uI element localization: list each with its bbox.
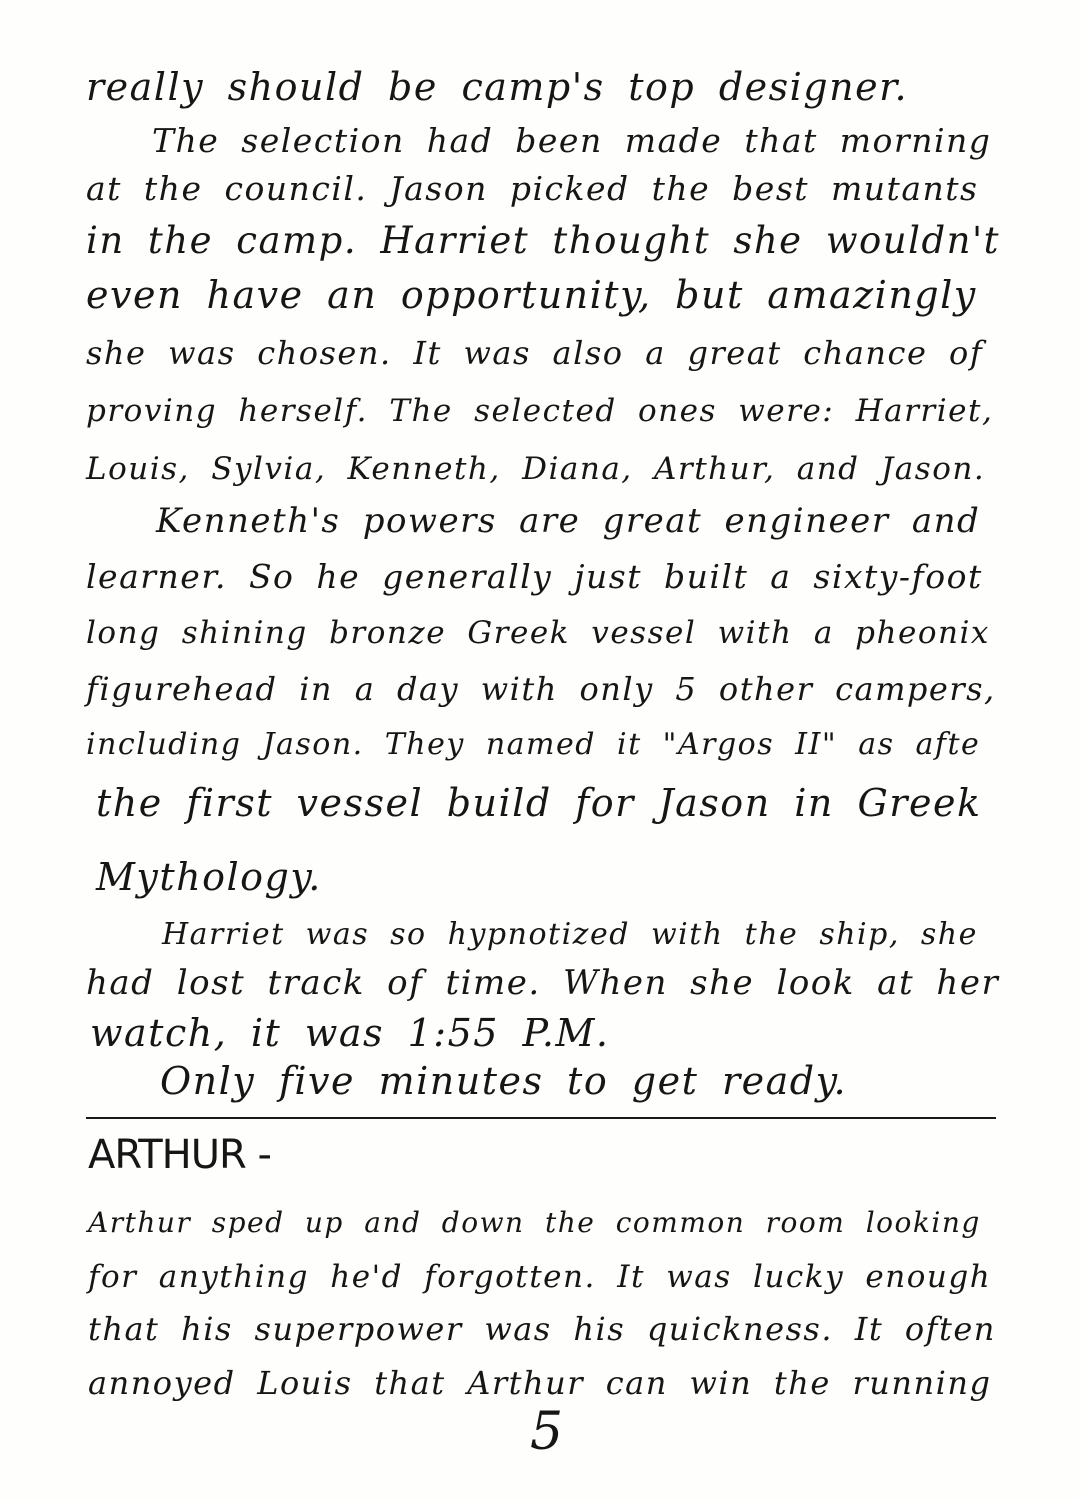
section-line-1: Arthur sped up and down the common room looking	[88, 1206, 981, 1239]
section-divider	[86, 1117, 996, 1119]
text-line-14: the first vessel build for Jason in Greek	[96, 781, 982, 825]
page-number: 5	[530, 1402, 564, 1462]
text-line-5: even have an opportunity, but amazingly	[86, 273, 977, 317]
text-line-19: Only five minutes to get ready.	[160, 1059, 848, 1103]
text-line-11: long shining bronze Greek vessel with a pheonix	[86, 615, 990, 651]
text-line-12: figurehead in a day with only 5 other campers,	[86, 670, 996, 708]
text-line-9: Kenneth's powers are great engineer and	[156, 501, 981, 541]
text-line-1: really should be camp's top designer.	[86, 65, 909, 109]
section-line-4: annoyed Louis that Arthur can win the running	[88, 1364, 992, 1402]
text-line-6: she was chosen. It was also a great chance of	[86, 334, 984, 372]
text-line-16: Harriet was so hypnotized with the ship, she	[162, 917, 978, 952]
text-line-13: including Jason. They named it "Argos II" as afte	[86, 727, 981, 762]
text-line-8: Louis, Sylvia, Kenneth, Diana, Arthur, and Jason.	[86, 451, 986, 487]
text-line-15: Mythology.	[96, 855, 322, 899]
text-line-17: had lost track of time. When she look at her	[86, 963, 1000, 1003]
text-line-18: watch, it was 1:55 P.M.	[90, 1011, 610, 1055]
text-line-7: proving herself. The selected ones were: Harriet,	[86, 393, 994, 429]
section-line-3: that his superpower was his quickness. It often	[88, 1310, 996, 1348]
text-line-4: in the camp. Harriet thought she wouldn't	[86, 219, 1001, 262]
text-line-3: at the council. Jason picked the best mutants	[86, 169, 979, 208]
section-heading: ARTHUR -	[88, 1132, 271, 1178]
text-line-2: The selection had been made that morning	[152, 121, 992, 160]
text-line-10: learner. So he generally just built a sixty-foot	[86, 557, 983, 596]
section-line-2: for anything he'd forgotten. It was lucky enough	[88, 1259, 992, 1295]
